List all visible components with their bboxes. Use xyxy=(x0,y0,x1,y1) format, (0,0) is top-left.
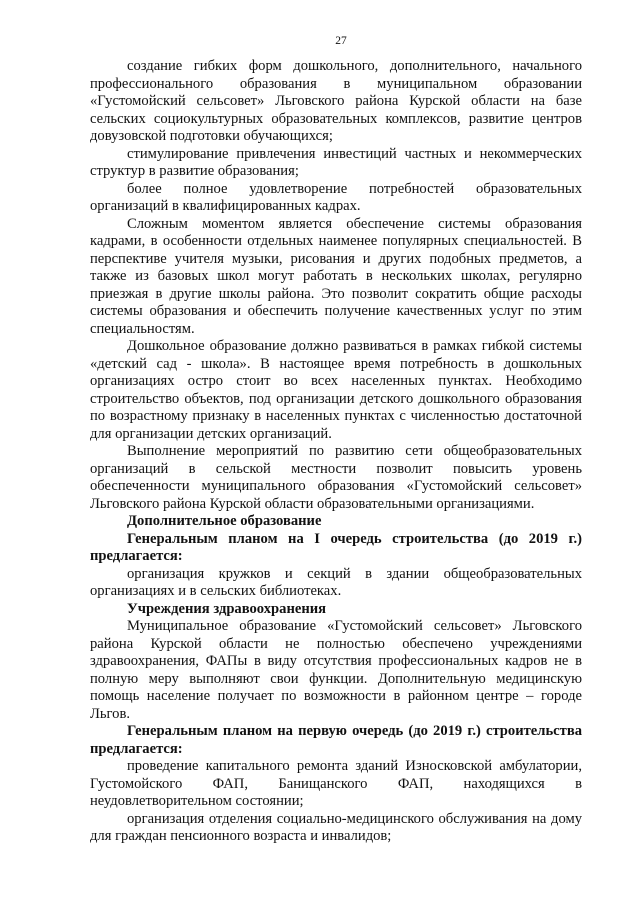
paragraph-preschool: Дошкольное образование должно развиваться в рамках гибкой системы «детский сад - школа». В настоящее время потребность в дошкольных организациях остро стоит во всех населенных пунктах. Необходимо строительство объектов, под организации детского дошкольного образования по возрастному признаку в населенных пунктах с численностью достаточной для организации детских организаций. xyxy=(90,338,582,442)
document-page xyxy=(90,34,582,846)
paragraph-flexible-forms: создание гибких форм дошкольного, дополнительного, начального профессионального образования в муниципальном образовании «Густомойский сельсовет» Льговского района Курской области на базе сельских социокультурных образовательных комплексов, развитие центров довузовской подготовки обучающихся; xyxy=(90,58,582,144)
heading-additional-education: Дополнительное образование xyxy=(127,513,322,529)
plan-first-stage-education: Генеральным планом на I очередь строительства (до 2019 г.) предлагается: xyxy=(90,530,582,564)
heading-health-institutions: Учреждения здравоохранения xyxy=(127,600,327,617)
page-number: 27 xyxy=(335,35,347,47)
paragraph-repair: проведение капитального ремонта зданий Износковской амбулатории, Густомойского ФАП, Банищанского ФАП, находящихся в неудовлетворительном состоянии; xyxy=(90,758,582,809)
plan-first-stage-health: Генеральным планом на первую очередь (до 2019 г.) строительства предлагается: xyxy=(90,723,582,757)
paragraph-health: Муниципальное образование «Густомойский сельсовет» Льговского района Курской области не полностью обеспечено учреждениями здравоохранения, ФАПы в виду отсутствия профессиональных кадров не в полную меру выполняют свои функции. Дополнительную медицинскую помощь население получает по возможности в районном центре – городе Льгов. xyxy=(90,618,582,722)
paragraph-staffing-difficulty: Сложным моментом является обеспечение системы образования кадрами, в особенности отдельных наименее популярных специальностей. В перспективе учителя музыки, рисования и других подобных предметов, а также из базовых школ могут работать в нескольких школах, регулярно приезжая в другие школы района. Это позволит сократить общие расходы системы образования и обеспечить получение качественных услуг по этим специальностям. xyxy=(90,215,582,337)
paragraph-social-medical: организация отделения социально-медицинского обслуживания на дому для граждан пенсионного возраста и инвалидов; xyxy=(90,810,582,844)
paragraph-investments: стимулирование привлечения инвестиций частных и некоммерческих структур в развитие образования; xyxy=(90,145,582,179)
paragraph-clubs: организация кружков и секций в здании общеобразовательных организациях и в сельских библиотеках. xyxy=(90,565,582,599)
paragraph-staffing-needs: более полное удовлетворение потребностей образовательных организаций в квалифицированных кадрах. xyxy=(90,180,582,214)
paragraph-school-network: Выполнение мероприятий по развитию сети общеобразовательных организаций в сельской местности позволит повысить уровень обеспеченности муниципального образования «Густомойский сельсовет» Льговского района Курской области образовательными организациями. xyxy=(90,443,582,512)
